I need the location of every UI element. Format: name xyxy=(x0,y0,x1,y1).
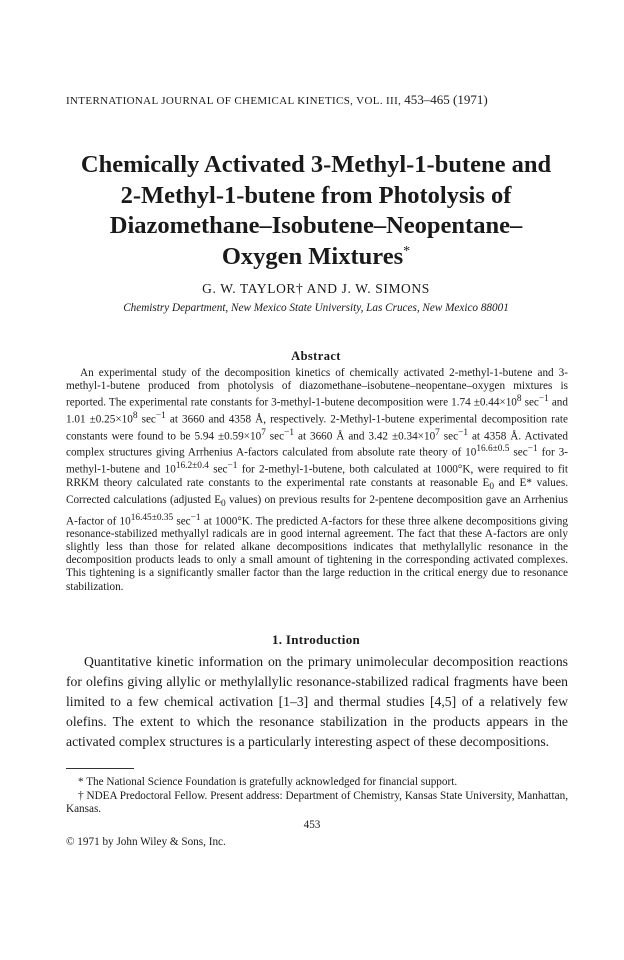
section-heading-introduction: 1. Introduction xyxy=(271,632,361,647)
abstract-text-segment: for 3-methyl-1-butene and 10 xyxy=(66,447,568,476)
title-line-4: Oxygen Mixtures xyxy=(221,242,404,270)
footnote-divider xyxy=(66,768,134,769)
exponent: 7 xyxy=(435,427,440,438)
abstract-text-segment: at 4358 Å. Activated complex structures giving Arrhenius A-factors calculated from absolute rate theory of 10 xyxy=(66,430,568,460)
abstract-text-segment: and E* values. Corrected calculations (adjusted E xyxy=(66,477,568,507)
abstract-text-segment: for 2-methyl-1-butene, both calculated at 1000°K, were required to fit RRKM theory calculated rate constants to the experimental rate constants at reasonable E xyxy=(66,463,568,489)
abstract-text-segment: An experimental study of the decomposition kinetics of chemically activated 2-methyl-1-butene and 3-methyl-1-butene produced from photolysis of diazomethane–isobutene–neopentane–oxygen mixtures is reported. The experimental rate constants for 3-methyl-1-butene decomposition were 1.74 ±0.44×10 xyxy=(66,367,568,409)
exponent: 16.45±0.35 xyxy=(130,512,174,523)
abstract-text-segment: sec xyxy=(208,463,228,476)
article-title xyxy=(60,150,572,272)
abstract-text-segment: sec xyxy=(521,396,539,409)
exponent: 7 xyxy=(261,427,266,438)
abstract-text-segment: sec xyxy=(509,447,528,460)
exponent: −1 xyxy=(458,427,469,438)
footnote-author: † NDEA Predoctoral Fellow. Present address: Department of Chemistry, Kansas State University, Manhattan, Kansas. xyxy=(66,789,568,816)
journal-name: INTERNATIONAL JOURNAL OF CHEMICAL KINETICS, VOL. III, xyxy=(66,95,402,107)
exponent: 16.2±0.4 xyxy=(175,461,209,472)
abstract-text-segment: and 1.01 ±0.25×10 xyxy=(66,396,568,426)
abstract-text xyxy=(66,367,568,594)
abstract-heading: Abstract xyxy=(291,349,341,363)
abstract-text-segment: sec xyxy=(439,430,459,443)
abstract-text-segment: sec xyxy=(265,430,285,443)
exponent: −1 xyxy=(227,461,238,472)
author-line: G. W. TAYLOR† AND J. W. SIMONS xyxy=(202,281,430,296)
exponent: 16.6±0.5 xyxy=(476,444,510,455)
exponent: 8 xyxy=(132,410,138,421)
page-number: 453 xyxy=(303,819,321,831)
title-line-3: Diazomethane–Isobutene–Neopentane– xyxy=(109,212,523,239)
subscript: 0 xyxy=(489,482,494,493)
abstract-text-segment: at 3660 and 4358 Å, respectively. 2-Methyl-1-butene experimental decomposition rate constants were found to be 5.94 ±0.59×10 xyxy=(66,413,568,443)
footnotes xyxy=(66,776,568,817)
title-footnote-marker: * xyxy=(403,243,411,259)
abstract-text-segment: values) on previous results for 2-pentene decomposition gave an Arrhenius A-factor of 10 xyxy=(66,494,568,528)
subscript: 0 xyxy=(221,499,226,510)
exponent: 8 xyxy=(516,394,522,405)
page-range: 453–465 (1971) xyxy=(404,92,488,107)
copyright-notice: © 1971 by John Wiley & Sons, Inc. xyxy=(66,836,226,848)
author-affiliation: Chemistry Department, New Mexico State University, Las Cruces, New Mexico 88001 xyxy=(123,302,509,314)
title-line-1: Chemically Activated 3-Methyl-1-butene and xyxy=(80,151,552,178)
footnote-funding: * The National Science Foundation is gratefully acknowledged for financial support. xyxy=(78,776,458,788)
exponent: −1 xyxy=(284,427,295,438)
abstract-text-segment: sec xyxy=(137,413,156,426)
exponent: −1 xyxy=(527,444,538,455)
exponent: −1 xyxy=(538,394,549,405)
introduction-paragraph: Quantitative kinetic information on the primary unimolecular decomposition reactions for olefins giving allylic or methylallylic resonance-stabilized radical fragments have been limited to a few chemical activation [1–3] and thermal studies [4,5] of a relatively few olefins. The extent to which the resonance stabilization in the products appears in the activated complex structures is a particularly interesting aspect of these decompositions. xyxy=(66,654,568,749)
abstract-text-segment: sec xyxy=(173,515,191,528)
title-line-2: 2-Methyl-1-butene from Photolysis of xyxy=(120,181,512,209)
exponent: −1 xyxy=(155,410,166,421)
abstract-text-segment: at 1000°K. The predicted A-factors for these three alkene decompositions giving resonance-stabilized methyallyl radicals are in good internal agreement. The fact that these A-factors are only slightly less than those for related alkane decompositions indicates that methylallylic resonance in the decomposition products leads to only a small amount of tightening in the corresponding activated complexes. This tightening is a significantly smaller factor than the large reduction in the critical energy due to resonance stabilization. xyxy=(66,515,568,593)
exponent: −1 xyxy=(190,512,201,523)
abstract-text-segment: at 3660 Å and 3.42 ±0.34×10 xyxy=(294,430,436,443)
running-head xyxy=(66,92,566,108)
